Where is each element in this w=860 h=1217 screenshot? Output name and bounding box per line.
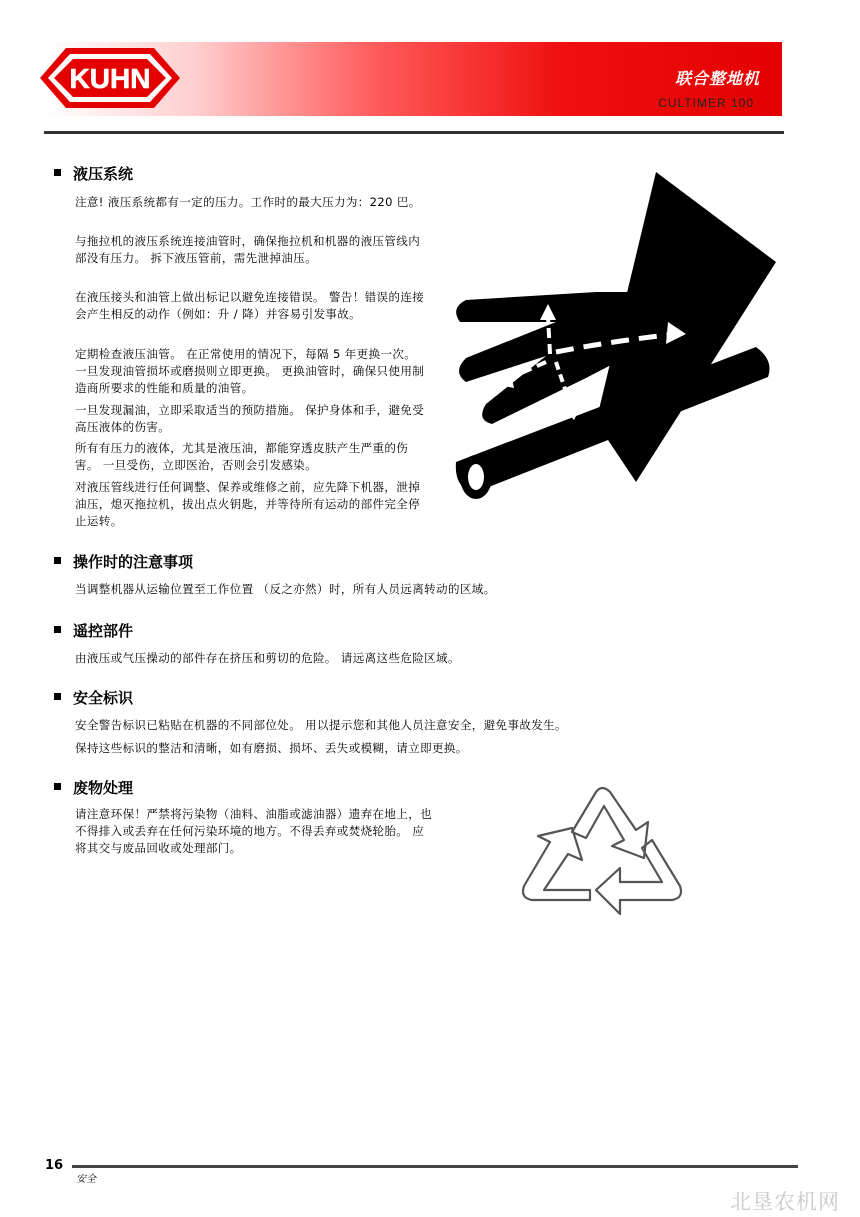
- paragraph: 保持这些标识的整洁和清晰，如有磨损、损坏、丢失或模糊，请立即更换。: [75, 741, 468, 755]
- bullet-square: [54, 169, 61, 176]
- brand-text: KUHN: [69, 63, 151, 94]
- paragraph: 当调整机器从运输位置至工作位置 （反之亦然）时，所有人员远离转动的区域。: [75, 582, 496, 596]
- paragraph: 由液压或气压操动的部件存在挤压和剪切的危险。 请远离这些危险区域。: [75, 651, 460, 665]
- paragraph: 请注意环保！严禁将污染物（油料、油脂或滤油器）遗弃在地上，也不得排入或丢弃在任何污染环境的地方。不得丢弃或焚烧轮胎。 应将其交与废品回收或处理部门。: [75, 807, 432, 855]
- paragraph: 与拖拉机的液压系统连接油管时，确保拖拉机和机器的液压管线内部没有压力。 拆下液压管前，需先泄掉油压。: [75, 234, 421, 265]
- bullet-square: [54, 783, 61, 790]
- paragraph: 安全警告标识已粘贴在机器的不同部位处。 用以提示您和其他人员注意安全，避免事故发生。: [75, 718, 567, 732]
- machine-model: CULTIMER 100: [658, 96, 754, 110]
- footer-section-name: 安全: [76, 1174, 96, 1185]
- paragraph: 对液压管线进行任何调整、保养或维修之前，应先降下机器，泄掉油压，熄灭拖拉机，拔出点火钥匙，并等待所有运动的部件完全停止运转。: [75, 480, 421, 528]
- bullet-square: [54, 557, 61, 564]
- section-heading-safety-labels: 安全标识: [54, 687, 133, 708]
- recycle-icon: [512, 782, 690, 944]
- header-divider: [44, 131, 784, 134]
- footer-divider: [72, 1165, 798, 1168]
- hydraulic-injection-warning-icon: [446, 172, 776, 502]
- bullet-square: [54, 626, 61, 633]
- bullet-square: [54, 693, 61, 700]
- paragraph: 一旦发现漏油，立即采取适当的预防措施。 保护身体和手，避免受高压液体的伤害。: [75, 403, 425, 434]
- section-heading-waste-disposal: 废物处理: [54, 777, 133, 798]
- section-heading-operation: 操作时的注意事项: [54, 551, 193, 572]
- kuhn-logo: [38, 44, 182, 112]
- watermark: 北垦农机网: [730, 1190, 840, 1214]
- paragraph: 注意! 液压系统都有一定的压力。工作时的最大压力为：220 巴。: [75, 195, 421, 209]
- paragraph: 所有有压力的液体，尤其是液压油，都能穿透皮肤产生严重的伤害。 一旦受伤，立即医治，否则会引发感染。: [75, 441, 409, 472]
- page-number: 16: [45, 1158, 64, 1173]
- paragraph: 定期检查液压油管。 在正常使用的情况下，每隔 5 年更换一次。 一旦发现油管损坏或磨损则立即更换。 更换油管时，确保只使用制造商所要求的性能和质量的油管。: [75, 347, 425, 395]
- section-heading-remote-parts: 遥控部件: [54, 620, 133, 641]
- document-title: 联合整地机: [674, 69, 760, 88]
- section-heading-hydraulic: 液压系统: [54, 163, 133, 184]
- paragraph: 在液压接头和油管上做出标记以避免连接错误。 警告！错误的连接会产生相反的动作（例如：升 / 降）并容易引发事故。: [75, 290, 425, 321]
